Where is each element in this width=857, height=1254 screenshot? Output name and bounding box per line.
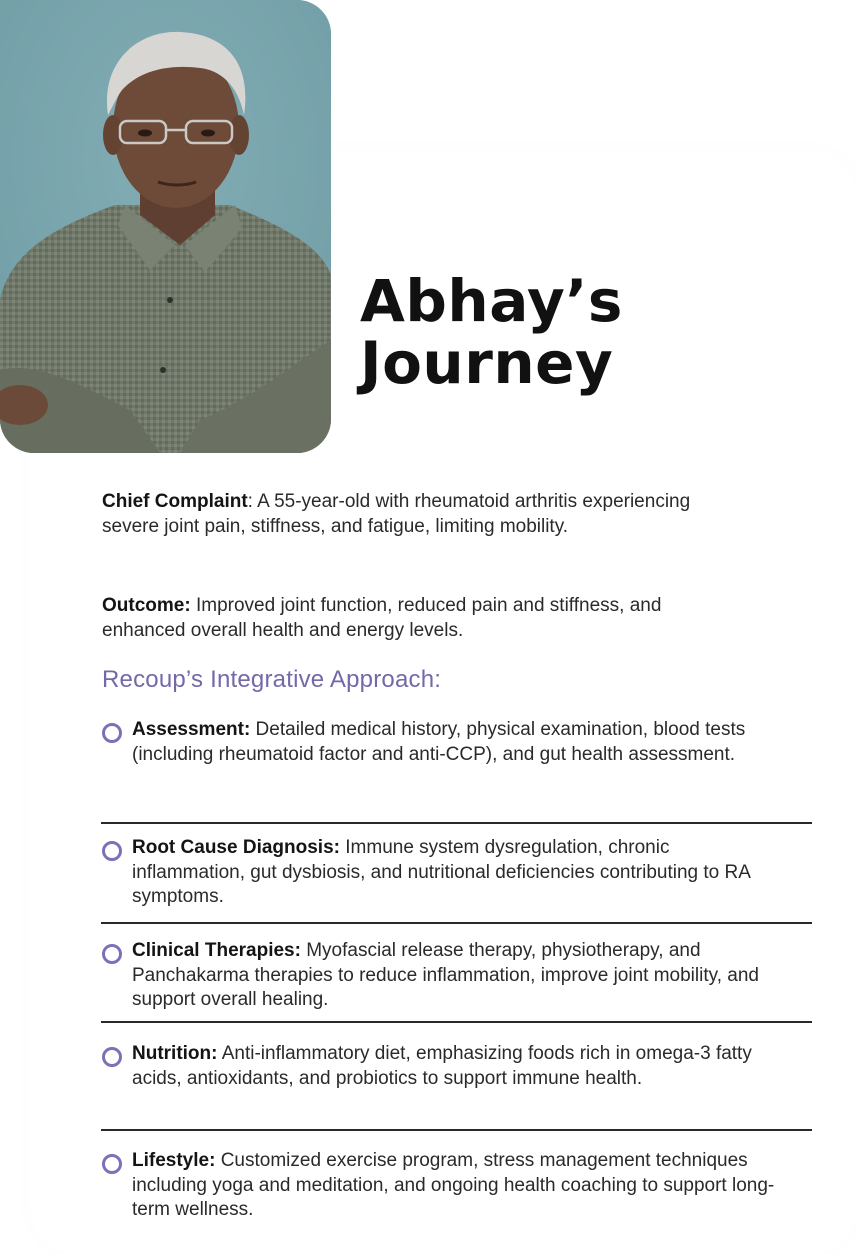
chief-complaint-label: Chief Complaint [102,491,248,512]
title-line-1: Abhay’s [360,267,623,335]
approach-item-clinical-therapies [102,939,812,1013]
circle-bullet-icon [102,1154,122,1174]
divider [101,822,812,824]
approach-item-text [132,1042,782,1091]
circle-bullet-icon [102,1047,122,1067]
outcome-paragraph [102,594,742,643]
approach-item-description: Myofascial release therapy, physiotherapy, and Panchakarma therapies to reduce inflammation, improve joint mobility, and support overall healing. [132,940,759,1010]
approach-item-label: Root Cause Diagnosis: [132,837,340,858]
approach-item-text [132,836,782,910]
approach-item-assessment [102,718,812,767]
approach-item-root-cause-diagnosis [102,836,812,910]
approach-item-text [132,718,782,767]
approach-item-label: Clinical Therapies: [132,940,301,961]
approach-item-label: Lifestyle: [132,1150,216,1171]
chief-complaint-paragraph [102,490,742,539]
approach-heading: Recoup’s Integrative Approach: [102,666,442,693]
approach-item-description: Anti-inflammatory diet, emphasizing foods rich in omega-3 fatty acids, antioxidants, and probiotics to support immune health. [132,1043,752,1089]
approach-item-description: Detailed medical history, physical examination, blood tests (including rheumatoid factor and anti-CCP), and gut health assessment. [132,719,746,765]
divider [101,1021,812,1023]
approach-item-text [132,1149,782,1223]
outcome-label: Outcome: [102,595,191,616]
approach-item-description: Customized exercise program, stress management techniques including yoga and meditation, and ongoing health coaching to support long-term wellness. [132,1150,775,1220]
approach-item-nutrition [102,1042,812,1091]
title-line-2: Journey [360,329,614,397]
approach-item-lifestyle [102,1149,812,1223]
approach-item-text [132,939,782,1013]
circle-bullet-icon [102,944,122,964]
approach-item-label: Nutrition: [132,1043,218,1064]
outcome-text: Improved joint function, reduced pain and stiffness, and enhanced overall health and energy levels. [102,595,662,641]
divider [101,1129,812,1131]
circle-bullet-icon [102,723,122,743]
patient-portrait-illustration [0,0,331,453]
circle-bullet-icon [102,841,122,861]
chief-complaint-text: : A 55-year-old with rheumatoid arthritis experiencing severe joint pain, stiffness, and fatigue, limiting mobility. [102,491,691,537]
divider [101,922,812,924]
page-title [360,267,623,397]
approach-item-description: Immune system dysregulation, chronic inflammation, gut dysbiosis, and nutritional deficiencies contributing to RA symptoms. [132,837,750,907]
patient-photo [0,0,331,453]
approach-item-label: Assessment: [132,719,251,740]
